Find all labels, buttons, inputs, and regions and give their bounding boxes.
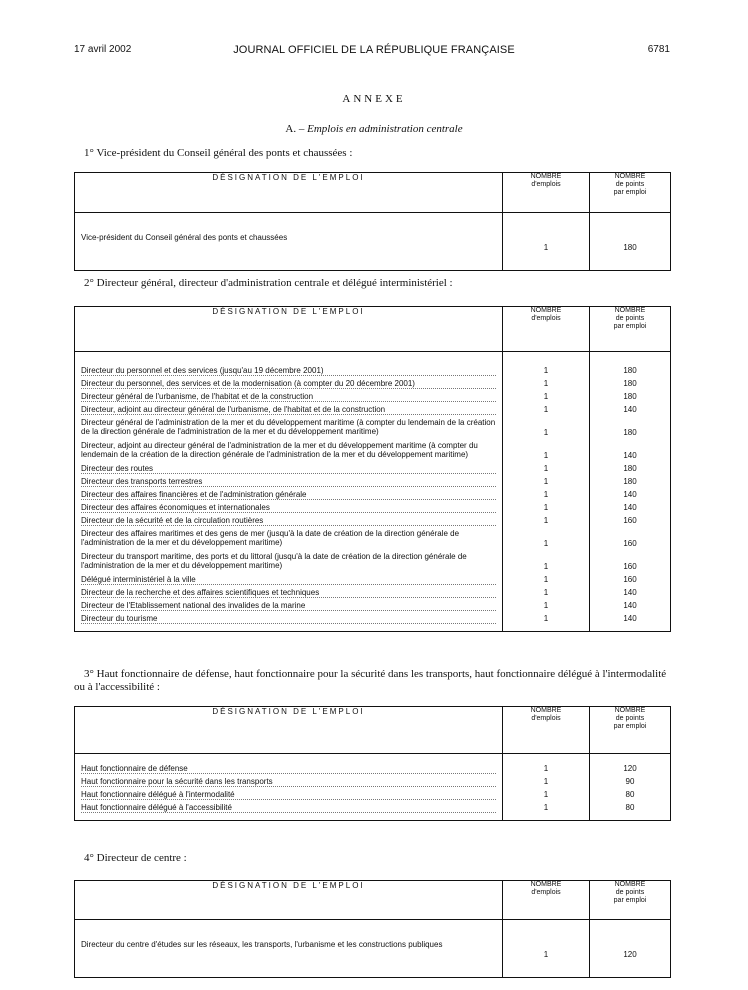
col-header-designation: DÉSIGNATION DE L'EMPLOI [75, 307, 503, 352]
table-row [75, 352, 671, 380]
row-points: 160 [623, 575, 637, 584]
col-header-nombre [503, 173, 590, 213]
row-count: 1 [503, 588, 590, 601]
table-row [75, 529, 671, 552]
row-label: Directeur du transport maritime, des ports et du littoral (jusqu'à la date de création de la direction générale de l'administration de la mer et du développement maritime) [81, 552, 467, 570]
row-points: 160 [623, 516, 637, 525]
col-header-points-l3: par emploi [613, 897, 647, 904]
row-designation [81, 552, 496, 570]
row-points: 180 [623, 379, 637, 388]
issue-date: 17 avril 2002 [74, 44, 132, 55]
table-header-row [75, 707, 671, 754]
row-label: Directeur de la recherche et des affaires scientifiques et techniques [81, 588, 320, 597]
col-header-points [590, 881, 671, 920]
row-count: 1 [503, 529, 590, 552]
row-label: Directeur des affaires maritimes et des gens de mer (jusqu'à la date de création de la direction générale de l'administration de la mer et du développement maritime) [81, 529, 460, 547]
row-label: Directeur du personnel et des services (jusqu'au 19 décembre 2001) [81, 366, 324, 375]
col-header-designation: DÉSIGNATION DE L'EMPLOI [75, 707, 503, 754]
row-count: 1 [503, 490, 590, 503]
row-count: 1 [503, 418, 590, 441]
table-row [75, 213, 671, 267]
row-designation [81, 392, 496, 402]
row-label: Haut fonctionnaire délégué à l'intermodalité [81, 790, 235, 799]
col-header-points-l1: NOMBRE [614, 881, 646, 888]
page-number: 6781 [647, 44, 670, 55]
row-points: 140 [623, 588, 637, 597]
row-count: 1 [503, 575, 590, 588]
col-header-designation: DÉSIGNATION DE L'EMPLOI [75, 881, 503, 920]
subtitle-italic: Emplois en administration centrale [307, 123, 463, 135]
table-row [75, 516, 671, 529]
row-points: 80 [625, 790, 635, 799]
row-designation [81, 233, 496, 242]
col-header-points-l3: par emploi [613, 723, 647, 730]
row-label: Directeur du personnel, des services et de la modernisation (à compter du 20 décembre 2001) [81, 379, 415, 388]
row-count: 1 [503, 803, 590, 816]
table-bottom-spacer [75, 973, 671, 978]
row-designation [81, 614, 496, 624]
row-count: 1 [503, 405, 590, 418]
row-label: Directeur des affaires économiques et internationales [81, 503, 270, 512]
row-count: 1 [503, 441, 590, 464]
col-header-points-l3: par emploi [613, 323, 647, 330]
row-designation [81, 529, 496, 547]
row-points: 140 [623, 503, 637, 512]
table-row [75, 777, 671, 790]
row-label: Directeur, adjoint au directeur général de l'administration de la mer et du développement maritime (à compter du lendemain de la création de la direction générale de l'administration de la mer et du développement maritime) [81, 441, 478, 459]
row-points: 140 [623, 490, 637, 499]
table-row [75, 575, 671, 588]
table-row [75, 614, 671, 627]
table-row [75, 477, 671, 490]
row-count: 1 [503, 464, 590, 477]
col-header-points [590, 173, 671, 213]
section-heading: 3° Haut fonctionnaire de défense, haut fonctionnaire pour la sécurité dans les transports, haut fonctionnaire délégué à l'intermodalité ou à l'accessibilité : [74, 668, 667, 693]
row-points: 140 [623, 601, 637, 610]
row-count: 1 [503, 552, 590, 575]
col-header-designation: DÉSIGNATION DE L'EMPLOI [75, 173, 503, 213]
row-designation [81, 575, 496, 585]
row-label: Délégué interministériel à la ville [81, 575, 196, 584]
emploi-table [74, 880, 671, 978]
table-row [75, 503, 671, 516]
col-header-points-l2: de points [615, 889, 645, 896]
table-bottom-spacer [75, 816, 671, 821]
row-label: Vice-président du Conseil général des ponts et chaussées [81, 233, 288, 242]
col-header-nombre-l2: d'emplois [531, 315, 561, 322]
row-designation [81, 588, 496, 598]
row-count: 1 [503, 790, 590, 803]
col-header-nombre-l2: d'emplois [531, 181, 561, 188]
row-designation [81, 790, 496, 800]
row-count: 1 [503, 392, 590, 405]
journal-title: JOURNAL OFFICIEL DE LA RÉPUBLIQUE FRANÇAISE [233, 44, 515, 56]
row-points: 180 [623, 392, 637, 401]
table-row [75, 552, 671, 575]
row-label: Directeur de l'Etablissement national des invalides de la marine [81, 601, 306, 610]
section-heading: 1° Vice-président du Conseil général des ponts et chaussées : [84, 147, 353, 159]
table-row [75, 920, 671, 974]
table-row [75, 490, 671, 503]
table-row [75, 754, 671, 778]
table-row [75, 405, 671, 418]
table-row [75, 418, 671, 441]
row-designation [81, 366, 496, 376]
row-designation [81, 777, 496, 787]
row-label: Directeur du tourisme [81, 614, 158, 623]
row-points: 180 [623, 366, 637, 375]
col-header-nombre-l1: NOMBRE [530, 881, 562, 888]
row-points: 120 [623, 764, 637, 773]
row-count: 1 [503, 601, 590, 614]
row-points: 180 [623, 477, 637, 486]
row-count: 1 [503, 614, 590, 627]
col-header-points-l1: NOMBRE [614, 707, 646, 714]
col-header-points-l1: NOMBRE [614, 173, 646, 180]
col-header-points-l2: de points [615, 715, 645, 722]
row-label: Directeur des transports terrestres [81, 477, 203, 486]
row-label: Directeur de la sécurité et de la circulation routières [81, 516, 264, 525]
row-label: Directeur des routes [81, 464, 154, 473]
row-points: 140 [623, 405, 637, 414]
table-bottom-spacer [75, 266, 671, 271]
row-count: 1 [503, 213, 590, 267]
row-points: 140 [623, 451, 637, 460]
row-points: 180 [623, 464, 637, 473]
table-row [75, 803, 671, 816]
col-header-points-l2: de points [615, 181, 645, 188]
row-designation [81, 940, 496, 949]
row-points: 90 [625, 777, 635, 786]
row-count: 1 [503, 352, 590, 380]
section-heading: 4° Directeur de centre : [84, 852, 187, 864]
row-label: Haut fonctionnaire de défense [81, 764, 188, 773]
col-header-points-l2: de points [615, 315, 645, 322]
row-count: 1 [503, 379, 590, 392]
section-subtitle [0, 123, 748, 135]
row-label: Directeur général de l'urbanisme, de l'habitat et de la construction [81, 392, 314, 401]
emploi-table [74, 172, 671, 271]
row-count: 1 [503, 503, 590, 516]
row-designation [81, 601, 496, 611]
row-designation [81, 764, 496, 774]
col-header-nombre-l1: NOMBRE [530, 173, 562, 180]
row-label: Directeur du centre d'études sur les réseaux, les transports, l'urbanisme et les constructions publiques [81, 940, 443, 949]
row-label: Directeur des affaires financières et de l'administration générale [81, 490, 307, 499]
row-points: 160 [623, 539, 637, 548]
row-count: 1 [503, 516, 590, 529]
table-header-row [75, 307, 671, 352]
row-count: 1 [503, 920, 590, 974]
emploi-table [74, 306, 671, 632]
row-points: 80 [625, 803, 635, 812]
section-heading: 2° Directeur général, directeur d'administration centrale et délégué interministériel : [84, 277, 453, 289]
row-designation [81, 405, 496, 415]
table-header-row [75, 173, 671, 213]
table-row [75, 379, 671, 392]
row-designation [81, 379, 496, 389]
col-header-points [590, 307, 671, 352]
table-row [75, 441, 671, 464]
col-header-points [590, 707, 671, 754]
col-header-nombre-l2: d'emplois [531, 889, 561, 896]
row-label: Haut fonctionnaire délégué à l'accessibilité [81, 803, 232, 812]
row-designation [81, 441, 496, 459]
table-row [75, 790, 671, 803]
row-label: Directeur général de l'administration de la mer et du développement maritime (à compter du lendemain de la création de la direction générale de l'administration de la mer et du développement maritime) [81, 418, 496, 436]
row-designation [81, 516, 496, 526]
col-header-nombre [503, 707, 590, 754]
row-designation [81, 464, 496, 474]
col-header-nombre [503, 881, 590, 920]
col-header-nombre [503, 307, 590, 352]
row-label: Haut fonctionnaire pour la sécurité dans les transports [81, 777, 273, 786]
subtitle-prefix: A. – [285, 123, 305, 135]
row-designation [81, 490, 496, 500]
row-points: 140 [623, 614, 637, 623]
row-points: 160 [623, 562, 637, 571]
table-header-row [75, 881, 671, 920]
row-designation [81, 477, 496, 487]
row-designation [81, 503, 496, 513]
table-row [75, 464, 671, 477]
table-row [75, 588, 671, 601]
row-points: 180 [623, 243, 637, 252]
row-count: 1 [503, 754, 590, 778]
row-points: 120 [623, 950, 637, 959]
emploi-table [74, 706, 671, 821]
annexe-title: ANNEXE [342, 93, 406, 105]
row-designation [81, 418, 496, 436]
table-row [75, 601, 671, 614]
row-points: 180 [623, 428, 637, 437]
col-header-nombre-l1: NOMBRE [530, 307, 562, 314]
row-label: Directeur, adjoint au directeur général de l'urbanisme, de l'habitat et de la construction [81, 405, 386, 414]
row-count: 1 [503, 477, 590, 490]
col-header-points-l1: NOMBRE [614, 307, 646, 314]
table-row [75, 392, 671, 405]
col-header-nombre-l2: d'emplois [531, 715, 561, 722]
row-count: 1 [503, 777, 590, 790]
row-designation [81, 803, 496, 813]
col-header-points-l3: par emploi [613, 189, 647, 196]
col-header-nombre-l1: NOMBRE [530, 707, 562, 714]
table-bottom-spacer [75, 627, 671, 632]
